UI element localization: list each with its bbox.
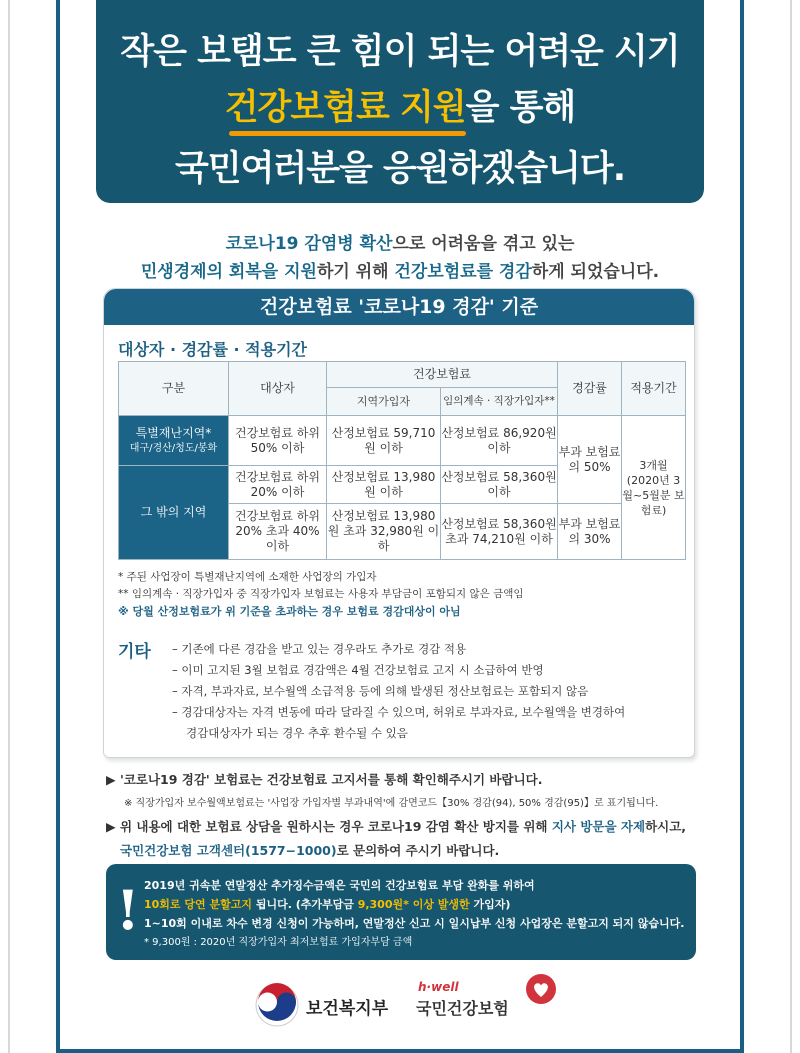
info-text: 로 문의하여 주시기 바랍니다.	[336, 843, 500, 858]
other-region-cell: 그 밖의 지역	[119, 466, 229, 560]
info-item-2	[106, 817, 706, 835]
info-text: ▶ 위 내용에 대한 보험료 상담을 원하시는 경우 코로나19 감염 확산 방지를 위해	[106, 819, 552, 834]
etc-item: – 자격, 부과자료, 보수월액 소급적용 등에 의해 발생된 정산보험료는 포함되지 않음	[172, 684, 589, 698]
col-category: 구분	[119, 362, 229, 416]
rate-cell: 부과 보험료의 50%	[558, 416, 622, 504]
etc-label: 기타	[118, 642, 151, 662]
notice-emphasis: 10회로 당연 분할고지	[144, 898, 252, 911]
intro-text	[96, 230, 704, 286]
criteria-panel	[103, 288, 695, 758]
col-rate: 경감률	[558, 362, 622, 416]
workplace-cell: 산정보험료 86,920원 이하	[441, 416, 558, 466]
rate-cell: 부과 보험료의 30%	[558, 504, 622, 560]
local-cell: 산정보험료 59,710원 이하	[327, 416, 441, 466]
target-cell: 건강보험료 하위 20% 초과 40% 이하	[229, 504, 327, 560]
col-workplace: 임의계속 · 직장가입자**	[441, 388, 558, 416]
intro-emphasis: 건강보험료를 경감	[394, 262, 532, 282]
intro-emphasis: 코로나19 감염병 확산	[225, 234, 393, 254]
header-highlight: 건강보험료 지원	[224, 88, 466, 128]
nhis-name: 국민건강보험	[416, 999, 509, 1018]
etc-item: – 이미 고지된 3월 보험료 경감액은 4월 건강보험료 고지 시 소급하여 반영	[172, 663, 544, 677]
special-region-cell	[119, 416, 229, 466]
notice-footnote: * 9,300원 : 2020년 직장가입자 최저보험료 가입자부담 금액	[144, 937, 413, 948]
target-cell: 건강보험료 하위 50% 이하	[229, 416, 327, 466]
intro-line-2	[96, 258, 704, 286]
notice-line-2	[144, 895, 684, 914]
etc-item: 경감대상자가 되는 경우 추후 환수될 수 있음	[186, 726, 408, 740]
criteria-title: 건강보험료 '코로나19 경감' 기준	[104, 289, 694, 325]
info-item-1-sub: ※ 직장가입자 보수월액보험료는 '사업장 가입자별 부과내역'에 감면코드【30% 경감(94), 50% 경감(95)】로 표기됩니다.	[124, 798, 659, 809]
info-item-1: ▶ '코로나19 경감' 보험료는 건강보험료 고지서를 통해 확인해주시기 바랍니다.	[106, 772, 543, 787]
taegeuk-icon	[254, 982, 300, 1028]
etc-item: – 경감대상자는 자격 변동에 따라 달라질 수 있으며, 허위로 부과자료, 보수월액을 변경하여	[172, 705, 626, 719]
local-cell: 산정보험료 13,980원 초과 32,980원 이하	[327, 504, 441, 560]
intro-text-part: 하게 되었습니다.	[531, 262, 660, 282]
criteria-subtitle: 대상자 · 경감률 · 적용기간	[118, 340, 307, 359]
ministry-name: 보건복지부	[306, 999, 389, 1019]
local-cell: 산정보험료 13,980원 이하	[327, 466, 441, 504]
notice-line-3: 1~10회 이내로 차수 변경 신청이 가능하며, 연말정산 신고 시 일시납부 신청 사업장은 분할고지 되지 않습니다.	[144, 917, 685, 930]
notice-text	[144, 876, 684, 952]
workplace-cell: 산정보험료 58,360원 이하	[441, 466, 558, 504]
notice-text-part: 됩니다. (추가부담금	[251, 898, 358, 911]
heart-logo-icon	[524, 972, 558, 1006]
header-line-1: 작은 보탬도 큰 힘이 되는 어려운 시기	[120, 32, 680, 72]
exclamation-icon: !	[116, 878, 140, 942]
intro-text-part: 하기 위해	[316, 262, 395, 282]
special-region-cities: 대구/경산/청도/봉화	[129, 442, 218, 454]
notice-text-part: 가입자)	[469, 898, 511, 911]
info-item-2-line-2	[106, 841, 706, 859]
etc-list	[172, 639, 625, 744]
special-region-label: 특별재난지역*	[135, 425, 212, 440]
info-text: 하시고,	[645, 819, 687, 834]
col-local: 지역가입자	[327, 388, 441, 416]
target-cell: 건강보험료 하위 20% 이하	[229, 466, 327, 504]
table-row	[119, 416, 686, 466]
intro-emphasis: 민생경제의 회복을 지원	[140, 262, 317, 282]
header-banner	[96, 0, 704, 203]
col-premium: 건강보험료	[327, 362, 558, 388]
ministry-logo	[254, 980, 404, 1030]
warning-note: ※ 당월 산정보험료가 위 기준을 초과하는 경우 보험료 경감대상이 아님	[118, 605, 461, 618]
header-line-2-rest: 을 통해	[465, 88, 576, 128]
call-center: 국민건강보험 고객센터(1577−1000)	[120, 843, 337, 858]
notice-emphasis: 9,300원* 이상 발생한	[357, 898, 470, 911]
nhis-tagline: h·well	[418, 980, 459, 994]
etc-item: – 기존에 다른 경감을 받고 있는 경우라도 추가로 경감 적용	[172, 642, 467, 656]
header-line-3: 국민여러분을 응원하겠습니다.	[174, 149, 625, 189]
info-section	[106, 770, 706, 865]
reduction-table	[118, 361, 686, 560]
notice-line-1: 2019년 귀속분 연말정산 추가징수금액은 국민의 건강보험료 부담 완화를 위하여	[144, 879, 535, 892]
note-item: * 주된 사업장이 특별재난지역에 소재한 사업장의 가입자	[118, 571, 377, 583]
period-cell: 3개월 (2020년 3월~5월분 보험료)	[622, 416, 686, 560]
intro-text-part: 으로 어려움을 겪고 있는	[392, 234, 575, 254]
col-period: 적용기간	[622, 362, 686, 416]
workplace-cell: 산정보험료 58,360원 초과 74,210원 이하	[441, 504, 558, 560]
notice-box	[106, 864, 696, 960]
note-item: ** 임의계속 · 직장가입자 중 직장가입자 보험료는 사용자 부담금이 포함되지 않은 금액임	[118, 588, 524, 600]
intro-line-1	[96, 230, 704, 258]
table-notes	[118, 569, 524, 620]
col-target: 대상자	[229, 362, 327, 416]
nhis-logo	[414, 978, 574, 1028]
info-emphasis: 지사 방문을 자제	[551, 819, 646, 834]
header-line-2	[96, 80, 704, 130]
